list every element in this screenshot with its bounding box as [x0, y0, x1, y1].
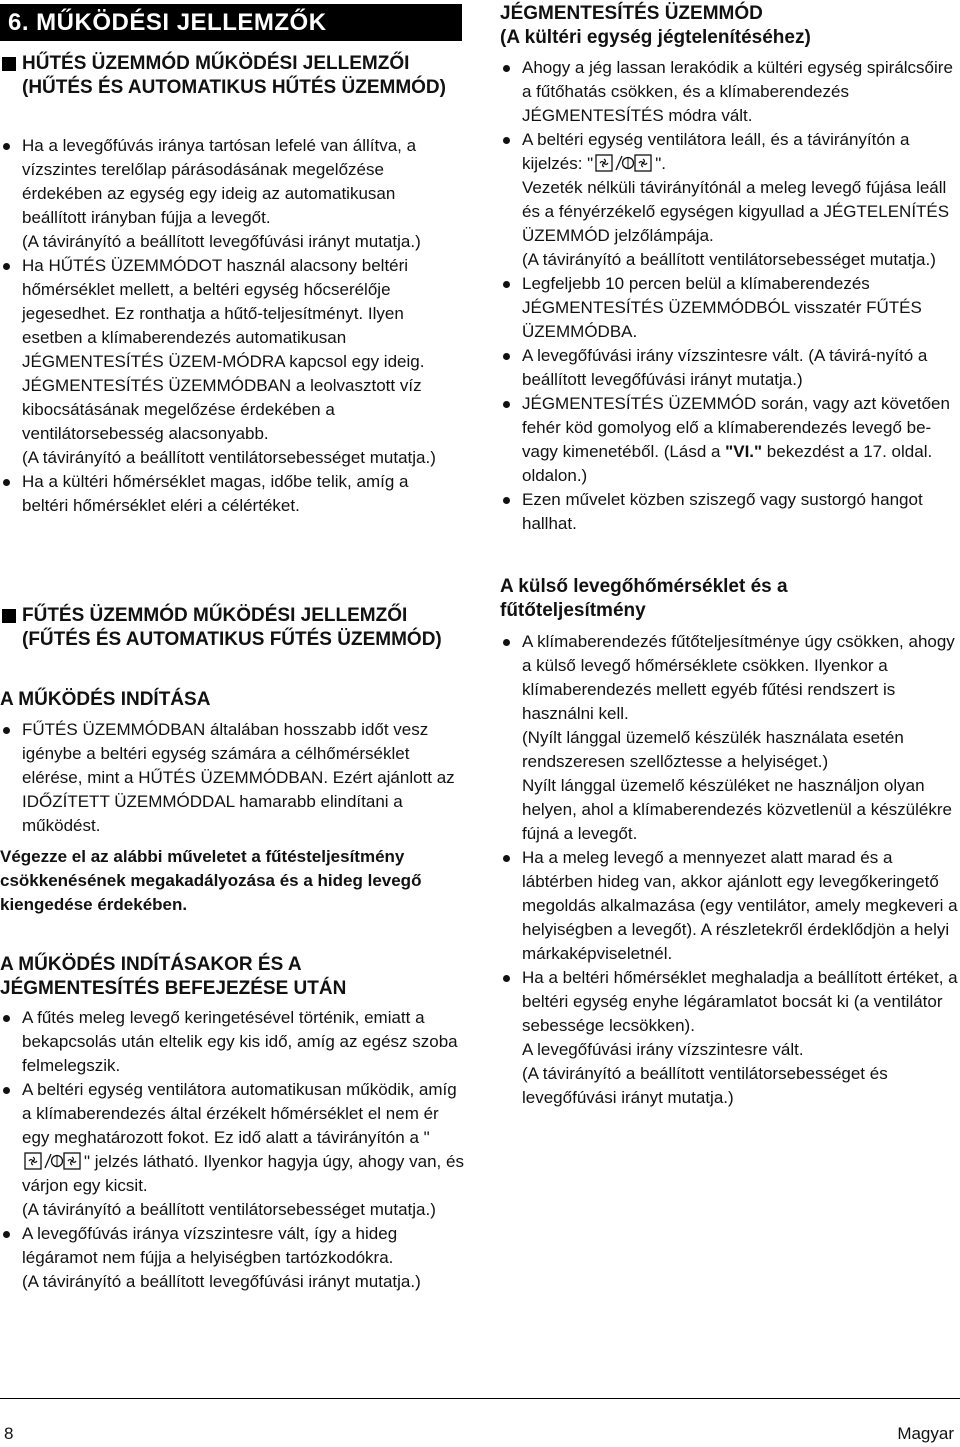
list-item — [0, 254, 455, 470]
defrost-heading-line-2: (A kültéri egység jégtelenítéséhez) — [500, 27, 811, 48]
item-note: (A távirányító a beállított levegőfúvási irányt mutatja.) — [22, 1272, 421, 1291]
list-item — [500, 488, 958, 536]
item-text: " jelzés látható. Ilyenkor hagyja úgy, ahogy van, és várjon egy kicsit. — [22, 1152, 464, 1195]
item-note: (A távirányító a beállított ventilátorsebességet mutatja.) — [522, 250, 936, 269]
item-text: Ha HŰTÉS ÜZEMMÓDOT használ alacsony beltéri hőmérséklet mellett, a beltéri egység hőcserélője jegesedhet. Ez ronthatja a hűtő-teljesítményt. Ilyen esetben a klímaberendezés automatikusan JÉGMENTESÍTÉS ÜZEM-MÓDRA kapcsol egy ideig. — [22, 256, 425, 371]
item-note: (A távirányító a beállított levegőfúvási irányt mutatja.) — [22, 232, 421, 251]
item-text: Ha a kültéri hőmérséklet magas, időbe telik, amíg a beltéri hőmérséklet eléri a célértéket. — [22, 472, 409, 515]
bullet-icon — [503, 281, 510, 288]
footer-divider — [0, 1398, 960, 1399]
item-note: (Nyílt lánggal üzemelő készülék használata esetén rendszeresen szellőztesse a helyiséget.) — [522, 728, 904, 771]
chapter-title: 6. MŰKÖDÉSI JELLEMZŐK — [0, 4, 462, 41]
square-bullet-icon — [2, 609, 16, 623]
item-text: JÉGMENTESÍTÉS ÜZEMMÓD során, vagy azt követően fehér köd gomolyog elő a klímaberendezés levegő be- vagy kimenetéből. (Lásd a — [522, 394, 950, 461]
cooling-heading-text: HŰTÉS ÜZEMMÓD MŰKÖDÉSI JELLEMZŐI (HŰTÉS ÉS AUTOMATIKUS HŰTÉS ÜZEMMÓD) — [22, 53, 446, 98]
item-text: A fűtés meleg levegő keringetésével történik, emiatt a bekapcsolás után eltelik egy kis idő, amíg az egész szoba felmelegszik. — [22, 1008, 458, 1075]
list-item — [0, 1006, 465, 1078]
cooling-list — [0, 134, 455, 518]
bullet-icon — [503, 975, 510, 982]
cooling-section-heading — [0, 52, 472, 100]
item-note: (A távirányító a beállított ventilátorsebességet mutatja.) — [22, 1200, 436, 1219]
bullet-icon — [503, 497, 510, 504]
item-text: A klímaberendezés fűtőteljesítménye úgy csökken, ahogy a külső levegő hőmérséklete csökken. Ilyenkor a klímaberendezés mellett egyéb fűtési rendszert is használni kell. — [522, 632, 955, 723]
page-number: 8 — [4, 1424, 14, 1443]
list-item — [500, 128, 958, 272]
item-text: Nyílt lánggal üzemelő készüléket ne használjon olyan helyen, ahol a klímaberendezés közvetlenül a készülékre fújná a levegőt. — [522, 776, 952, 843]
bullet-icon — [503, 855, 510, 862]
list-item — [0, 134, 455, 254]
list-item — [500, 272, 958, 344]
bullet-icon — [3, 263, 10, 270]
list-item — [0, 718, 465, 838]
bullet-icon — [503, 137, 510, 144]
item-text: A levegőfúvási irány vízszintesre vált. (A távirá-nyító a beállított levegőfúvási irányt mutatja.) — [522, 346, 928, 389]
list-item — [500, 846, 958, 966]
item-text: Vezeték nélküli távirányítónál a meleg levegő fújása leáll és a fényérzékelő egységen kigyullad a JÉGTELENÍTÉS ÜZEMMÓD jelzőlámpája. — [522, 178, 950, 245]
defrost-list — [500, 56, 958, 536]
square-bullet-icon — [2, 57, 16, 71]
bullet-icon — [503, 401, 510, 408]
list-item — [500, 966, 958, 1110]
start-heading: A MŰKÖDÉS INDÍTÁSA — [0, 689, 211, 710]
item-text: ". — [655, 154, 666, 173]
list-item — [500, 56, 958, 128]
bullet-icon — [3, 1015, 10, 1022]
bullet-icon — [503, 639, 510, 646]
fan-mode-icon — [24, 1152, 82, 1170]
outdoor-list — [500, 630, 958, 1110]
fan-mode-icon — [595, 154, 653, 172]
item-note: (A távirányító a beállított ventilátorsebességet és levegőfúvási irányt mutatja.) — [522, 1064, 888, 1107]
item-text: Legfeljebb 10 percen belül a klímaberendezés JÉGMENTESÍTÉS ÜZEMMÓDBÓL visszatér FŰTÉS ÜZEMMÓDBA. — [522, 274, 922, 341]
item-text: Ha a beltéri hőmérséklet meghaladja a beállított értéket, a beltéri egység enyhe légáramlatot bocsát ki (a ventilátor sebessége lecsökken). — [522, 968, 958, 1035]
bullet-icon — [3, 727, 10, 734]
heating-heading-text: FŰTÉS ÜZEMMÓD MŰKÖDÉSI JELLEMZŐI (FŰTÉS ÉS AUTOMATIKUS FŰTÉS ÜZEMMÓD) — [22, 605, 442, 650]
start-list — [0, 718, 465, 838]
item-text: Ha a levegőfúvás iránya tartósan lefelé van állítva, a vízszintes terelőlap párásodásának megelőzése érdekében az egység egy ideig az automatikusan beállított irányban fújja a levegőt. — [22, 136, 417, 227]
item-text: A beltéri egység ventilátora leáll, és a távirányítón a kijelzés: " — [522, 130, 910, 173]
section-reference: "VI." — [725, 442, 763, 461]
bullet-icon — [3, 479, 10, 486]
list-item — [0, 1078, 465, 1222]
list-item — [0, 1222, 465, 1294]
list-item — [500, 392, 958, 488]
bullet-icon — [503, 353, 510, 360]
item-note: (A távirányító a beállított ventilátorsebességet mutatja.) — [22, 448, 436, 467]
defrost-heading-line-1: JÉGMENTESÍTÉS ÜZEMMÓD — [500, 3, 763, 24]
language-label: Magyar — [897, 1424, 954, 1443]
item-text: bekezdést a 17. oldal. oldalon.) — [522, 442, 933, 485]
bold-note: Végezze el az alábbi műveletet a fűtésteljesítmény csökkenésének megakadályozása és a hideg levegő kiengedése érdekében. — [0, 847, 422, 914]
list-item — [0, 470, 455, 518]
heating-section-heading — [0, 604, 472, 652]
item-text: A levegőfúvás iránya vízszintesre vált, így a hideg légáramot nem fújja a helyiségben tartózkodókra. — [22, 1224, 398, 1267]
item-text: JÉGMENTESÍTÉS ÜZEMMÓDBAN a leolvasztott víz kibocsátásának megelőzése érdekében a ventilátorsebesség alacsonyabb. — [22, 376, 422, 443]
list-item — [500, 344, 958, 392]
item-text: Ha a meleg levegő a mennyezet alatt marad és a lábtérben hideg van, akkor ajánlott egy levegőkeringető megoldás alkalmazása (egy ventilátor, amely megkeveri a helyiségben a levegőt). A részletekről érdeklődjön a helyi márkaképviseletnél. — [522, 848, 958, 963]
after-heading: A MŰKÖDÉS INDÍTÁSAKOR ÉS A JÉGMENTESÍTÉS BEFEJEZÉSE UTÁN — [0, 954, 347, 999]
item-text: Ezen művelet közben sziszegő vagy sustorgó hangot hallhat. — [522, 490, 923, 533]
bullet-icon — [503, 65, 510, 72]
bullet-icon — [3, 143, 10, 150]
defrost-heading — [500, 2, 955, 50]
bullet-icon — [3, 1087, 10, 1094]
after-list — [0, 1006, 465, 1294]
outdoor-heading: A külső levegőhőmérséklet és a fűtőteljesítmény — [500, 576, 788, 621]
list-item — [500, 630, 958, 846]
item-text: A beltéri egység ventilátora automatikusan működik, amíg a klímaberendezés által érzékelt hőmérséklet el nem ér egy meghatározott fokot. Ez idő alatt a távirányítón a " — [22, 1080, 457, 1147]
bullet-icon — [3, 1231, 10, 1238]
item-text: A levegőfúvási irány vízszintesre vált. — [522, 1040, 804, 1059]
item-text: Ahogy a jég lassan lerakódik a kültéri egység spirálcsőire a fűtőhatás csökken, és a klímaberendezés JÉGMENTESÍTÉS módra vált. — [522, 58, 953, 125]
item-text: FŰTÉS ÜZEMMÓDBAN általában hosszabb időt vesz igénybe a beltéri egység számára a célhőmérséklet elérése, mint a HŰTÉS ÜZEMMÓDBAN. Ezért ajánlott az IDŐZÍTETT ÜZEMMÓDDAL hamarabb elindítani a működést. — [22, 720, 455, 835]
